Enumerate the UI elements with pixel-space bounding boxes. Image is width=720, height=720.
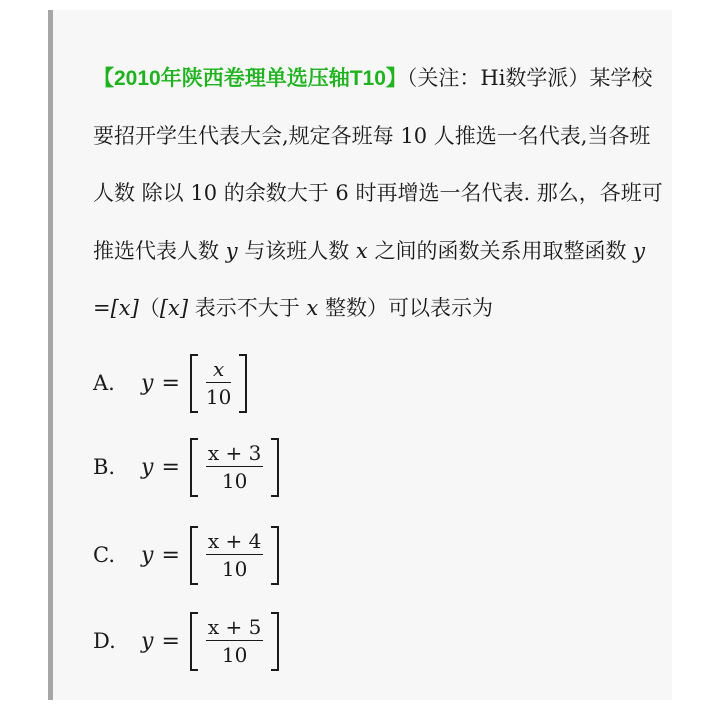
option-letter: C. (93, 543, 115, 567)
left-bracket (190, 526, 198, 585)
right-bracket (239, 354, 247, 413)
question-text-part: 之间的函数关系用取整函数 (367, 238, 634, 263)
left-bracket (190, 612, 198, 671)
numerator: x + 4 (207, 528, 262, 553)
floor-brackets (190, 526, 279, 585)
option-formula (141, 612, 279, 671)
var-y: y (141, 370, 154, 396)
question-card (48, 10, 672, 700)
floor-function-formula: y =[x] (93, 238, 645, 320)
option-letter: B. (93, 455, 116, 479)
equals-sign: = (161, 454, 180, 480)
floor-brackets (190, 354, 247, 413)
denominator: 10 (221, 468, 248, 493)
question-text-part: （ (138, 296, 160, 320)
fraction (198, 438, 271, 497)
fraction (198, 612, 271, 671)
right-bracket (271, 526, 279, 585)
denominator: 10 (205, 384, 232, 409)
option-d[interactable] (93, 606, 279, 676)
floor-notation: [x] (159, 296, 189, 320)
option-letter: A. (93, 371, 115, 395)
option-formula (141, 354, 247, 413)
floor-brackets (190, 612, 279, 671)
numerator: x + 5 (207, 614, 262, 639)
question-text (93, 50, 668, 338)
denominator: 10 (221, 642, 248, 667)
question-text-part: 某学校要招开学生代表大会,规定各班每 10 人推选一名代表,当各班人数 除以 10 的余数大于 6 时再增选一名代表. 那么，各班可推选代表人数 (93, 66, 663, 263)
equals-sign: = (161, 542, 180, 568)
question-text-part: 整数）可以表示为 (318, 296, 493, 320)
var-y: y (141, 628, 154, 654)
right-bracket (271, 438, 279, 497)
var-y: y (141, 542, 154, 568)
option-formula (141, 526, 279, 585)
option-a[interactable] (93, 348, 247, 418)
left-bracket (190, 438, 198, 497)
var-x: x (355, 238, 368, 263)
option-formula (141, 438, 279, 497)
fraction (198, 526, 271, 585)
equals-sign: = (161, 628, 180, 654)
var-y: y (141, 454, 154, 480)
equals-sign: = (161, 370, 180, 396)
option-b[interactable] (93, 432, 279, 502)
numerator: x + 3 (207, 440, 262, 465)
source-tag: 【2010年陕西卷理单选压轴T10】 (93, 67, 407, 90)
fraction (198, 354, 239, 413)
floor-brackets (190, 438, 279, 497)
right-bracket (271, 612, 279, 671)
follow-note: （关注：Hi数学派） (406, 66, 590, 90)
denominator: 10 (221, 556, 248, 581)
option-c[interactable] (93, 520, 279, 590)
left-bracket (190, 354, 198, 413)
numerator: x (212, 356, 225, 381)
question-text-part: 与该班人数 (237, 238, 356, 263)
option-letter: D. (93, 629, 116, 653)
var-y: y (225, 238, 238, 263)
question-text-part: 表示不大于 (188, 296, 307, 320)
var-x: x (306, 296, 319, 320)
